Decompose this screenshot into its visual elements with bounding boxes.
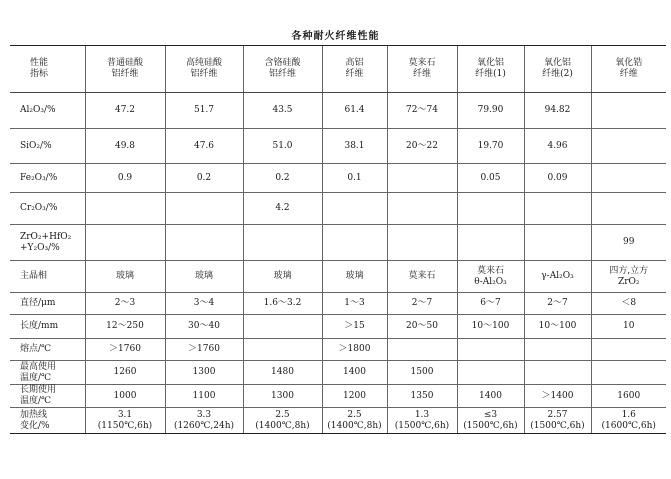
table-cell: [524, 225, 591, 261]
table-cell: 1350: [387, 385, 457, 408]
table-row: [10, 93, 666, 129]
table-cell: [524, 339, 591, 361]
table-cell: 20～50: [387, 315, 457, 339]
table-cell: 3.1 (1150℃,6h): [85, 408, 165, 434]
table-cell: ＞1400: [524, 385, 591, 408]
table-cell: 2～3: [85, 293, 165, 315]
fiber-properties-table: [10, 45, 666, 434]
table-cell: 1480: [243, 361, 322, 385]
table-cell: 43.5: [243, 93, 322, 129]
table-row: [10, 261, 666, 293]
table-cell: 玻璃: [165, 261, 243, 293]
table-cell: [243, 315, 322, 339]
table-cell: 51.0: [243, 129, 322, 164]
row-label-cell: 最高使用 温度/℃: [10, 361, 85, 385]
table-cell: 莫来石 θ-Al₂O₃: [457, 261, 524, 293]
table-cell: 38.1: [322, 129, 387, 164]
row-label-cell: 熔点/℃: [10, 339, 85, 361]
table-cell: 99: [591, 225, 666, 261]
table-cell: [243, 339, 322, 361]
table-cell: [457, 361, 524, 385]
table-cell: 4.2: [243, 193, 322, 225]
table-cell: [387, 225, 457, 261]
table-cell: 1400: [457, 385, 524, 408]
table-cell: 四方,立方 ZrO₂: [591, 261, 666, 293]
table-cell: [85, 193, 165, 225]
table-cell: [457, 339, 524, 361]
table-cell: 19.70: [457, 129, 524, 164]
table-cell: 1200: [322, 385, 387, 408]
table-cell: 1400: [322, 361, 387, 385]
table-cell: 0.1: [322, 164, 387, 193]
table-cell: 玻璃: [322, 261, 387, 293]
header-cell: 含铬硅酸 铝纤维: [243, 46, 322, 93]
table-cell: [165, 225, 243, 261]
table-cell: 12～250: [85, 315, 165, 339]
table-cell: 2～7: [387, 293, 457, 315]
table-cell: 莫来石: [387, 261, 457, 293]
table-cell: 72～74: [387, 93, 457, 129]
table-cell: 0.05: [457, 164, 524, 193]
table-cell: ＞1760: [165, 339, 243, 361]
table-cell: 2～7: [524, 293, 591, 315]
table-cell: [457, 193, 524, 225]
table-cell: [322, 225, 387, 261]
header-cell: 高纯硅酸 铝纤维: [165, 46, 243, 93]
header-cell: 氧化锆 纤维: [591, 46, 666, 93]
table-cell: 1000: [85, 385, 165, 408]
table-cell: [387, 339, 457, 361]
header-cell: 普通硅酸 铝纤维: [85, 46, 165, 93]
table-cell: 3～4: [165, 293, 243, 315]
row-label-cell: 主晶相: [10, 261, 85, 293]
table-cell: ＜8: [591, 293, 666, 315]
table-cell: [591, 193, 666, 225]
table-cell: 20～22: [387, 129, 457, 164]
row-label-cell: Al₂O₃/%: [10, 93, 85, 129]
table-row: [10, 129, 666, 164]
table-row: [10, 225, 666, 261]
header-row: [10, 46, 666, 93]
table-cell: 94.82: [524, 93, 591, 129]
table-cell: 6～7: [457, 293, 524, 315]
table-cell: 51.7: [165, 93, 243, 129]
table-cell: 2.5 (1400℃,8h): [243, 408, 322, 434]
table-row: [10, 385, 666, 408]
row-label-cell: SiO₂/%: [10, 129, 85, 164]
table-cell: 玻璃: [243, 261, 322, 293]
header-cell: 氧化铝 纤维(2): [524, 46, 591, 93]
table-cell: 3.3 (1260℃,24h): [165, 408, 243, 434]
table-cell: [387, 164, 457, 193]
table-body: [10, 93, 666, 434]
table-cell: 0.9: [85, 164, 165, 193]
table-cell: 79.90: [457, 93, 524, 129]
table-cell: ＞15: [322, 315, 387, 339]
header-cell: 高铝 纤维: [322, 46, 387, 93]
table-cell: 1100: [165, 385, 243, 408]
table-cell: 47.6: [165, 129, 243, 164]
row-label-cell: Fe₂O₃/%: [10, 164, 85, 193]
table-cell: 1600: [591, 385, 666, 408]
table-cell: 1.6 (1600℃,6h): [591, 408, 666, 434]
table-cell: 1260: [85, 361, 165, 385]
table-cell: 玻璃: [85, 261, 165, 293]
table-cell: 61.4: [322, 93, 387, 129]
table-cell: 1～3: [322, 293, 387, 315]
table-row: [10, 164, 666, 193]
table-cell: 10～100: [457, 315, 524, 339]
table-cell: [591, 93, 666, 129]
header-cell: 莫来石 纤维: [387, 46, 457, 93]
table-cell: γ-Al₂O₃: [524, 261, 591, 293]
table-title: 各种耐火纤维性能: [291, 31, 380, 42]
table-cell: ＞1760: [85, 339, 165, 361]
table-cell: 1300: [165, 361, 243, 385]
table-row: [10, 193, 666, 225]
table-cell: 49.8: [85, 129, 165, 164]
table-cell: 2.57 (1500℃,6h): [524, 408, 591, 434]
table-cell: [591, 129, 666, 164]
table-row: [10, 293, 666, 315]
table-cell: 1300: [243, 385, 322, 408]
table-cell: [524, 193, 591, 225]
row-label-cell: Cr₂O₃/%: [10, 193, 85, 225]
table-cell: [387, 193, 457, 225]
table-cell: [457, 225, 524, 261]
row-label-cell: 加热线 变化/%: [10, 408, 85, 434]
table-cell: 1500: [387, 361, 457, 385]
row-label-cell: 长期使用 温度/℃: [10, 385, 85, 408]
table-cell: [591, 339, 666, 361]
table-cell: ≤3 (1500℃,6h): [457, 408, 524, 434]
table-cell: 4.96: [524, 129, 591, 164]
table-cell: [591, 164, 666, 193]
table-row: [10, 361, 666, 385]
table-cell: 0.2: [165, 164, 243, 193]
table-row: [10, 339, 666, 361]
table-row: [10, 408, 666, 434]
row-label-cell: 直径/μm: [10, 293, 85, 315]
table-cell: 0.09: [524, 164, 591, 193]
table-cell: 10～100: [524, 315, 591, 339]
table-cell: [591, 361, 666, 385]
table-cell: 30～40: [165, 315, 243, 339]
row-label-cell: ZrO₂+HfO₂ +Y₂O₃/%: [10, 225, 85, 261]
table-row: [10, 315, 666, 339]
table-cell: 10: [591, 315, 666, 339]
table-cell: [85, 225, 165, 261]
table-cell: [524, 361, 591, 385]
table-cell: ＞1800: [322, 339, 387, 361]
table-cell: 1.3 (1500℃,6h): [387, 408, 457, 434]
table-cell: [322, 193, 387, 225]
table-cell: [165, 193, 243, 225]
table-cell: 47.2: [85, 93, 165, 129]
table-cell: 2.5 (1400℃,8h): [322, 408, 387, 434]
table-cell: [243, 225, 322, 261]
table-cell: 0.2: [243, 164, 322, 193]
header-cell: 性能 指标: [10, 46, 85, 93]
row-label-cell: 长度/mm: [10, 315, 85, 339]
table-cell: 1.6～3.2: [243, 293, 322, 315]
header-cell: 氧化铝 纤维(1): [457, 46, 524, 93]
